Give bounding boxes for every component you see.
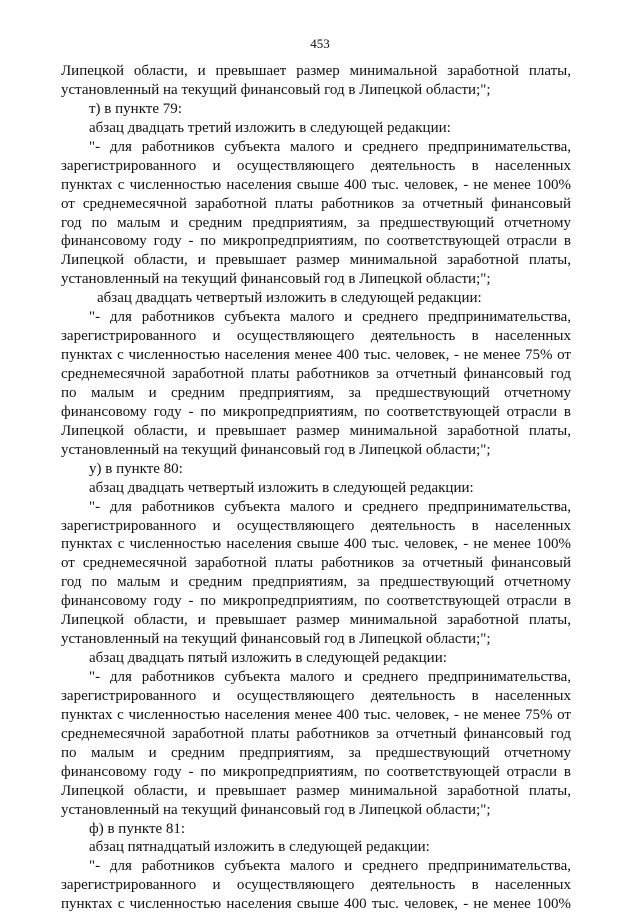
text-line: пунктах с численностью населения свыше 400 тыс. человек, - не менее 100%	[61, 896, 571, 913]
text-line: пунктах с численностью населения свыше 400 тыс. человек, - не менее 100%	[61, 536, 571, 553]
text-line: пунктах с численностью населения менее 400 тыс. человек, - не менее 75% от	[61, 347, 571, 364]
text-line: "- для работников субъекта малого и среднего предпринимательства,	[89, 309, 571, 326]
text-line: зарегистрированного и осуществляющего деятельность в населенных	[61, 517, 571, 534]
text-line: абзац двадцать четвертый изложить в следующей редакции:	[97, 290, 482, 307]
text-line: зарегистрированного и осуществляющего деятельность в населенных	[61, 157, 571, 174]
text-line: пунктах с численностью населения свыше 400 тыс. человек, - не менее 100%	[61, 176, 571, 193]
text-line: по малым и средним предприятиям, за предшествующий отчетному	[61, 744, 571, 761]
text-line: абзац пятнадцатый изложить в следующей редакции:	[89, 839, 430, 856]
text-line: финансовому году - по микропредприятиям, по соответствующей отрасли в	[61, 403, 571, 420]
text-line: зарегистрированного и осуществляющего деятельность в населенных	[61, 687, 571, 704]
text-line: финансовому году - по микропредприятиям, по соответствующей отрасли в	[61, 763, 571, 780]
text-line: Липецкой области, и превышает размер минимальной заработной платы,	[61, 422, 571, 439]
text-line: установленный на текущий финансовый год в Липецкой области;";	[61, 271, 491, 288]
text-line: Липецкой области, и превышает размер минимальной заработной платы,	[61, 252, 571, 269]
text-line: Липецкой области, и превышает размер минимальной заработной платы,	[61, 612, 571, 629]
page-number: 453	[310, 36, 330, 51]
text-line: абзац двадцать третий изложить в следующей редакции:	[89, 119, 451, 136]
text-line: "- для работников субъекта малого и среднего предпринимательства,	[89, 138, 571, 155]
text-line: "- для работников субъекта малого и среднего предпринимательства,	[89, 498, 571, 515]
text-line: установленный на текущий финансовый год в Липецкой области;";	[61, 81, 491, 98]
text-line: по малым и средним предприятиям, за предшествующий отчетному	[61, 384, 571, 401]
text-line: среднемесячной заработной платы работников за отчетный финансовый год	[61, 366, 571, 382]
text-line: от среднемесячной заработной платы работников за отчетный финансовый	[61, 555, 571, 572]
text-line: среднемесячной заработной платы работников за отчетный финансовый год	[61, 725, 571, 742]
text-line: год по малым и средним предприятиям, за предшествующий отчетному	[61, 574, 571, 591]
text-line: установленный на текущий финансовый год в Липецкой области;";	[61, 801, 491, 818]
text-line: финансовому году - по микропредприятиям, по соответствующей отрасли в	[61, 593, 571, 610]
text-line: финансовому году - по микропредприятиям, по соответствующей отрасли в	[61, 233, 571, 250]
text-line: Липецкой области, и превышает размер минимальной заработной платы,	[61, 63, 571, 79]
document-body	[61, 62, 571, 914]
text-line: абзац двадцать четвертый изложить в следующей редакции:	[89, 479, 474, 496]
text-line: "- для работников субъекта малого и среднего предпринимательства,	[89, 669, 571, 685]
text-line: Липецкой области, и превышает размер минимальной заработной платы,	[61, 782, 571, 799]
text-line: у) в пункте 80:	[89, 460, 183, 477]
text-line: зарегистрированного и осуществляющего деятельность в населенных	[61, 328, 571, 345]
text-line: пунктах с численностью населения менее 400 тыс. человек, - не менее 75% от	[61, 706, 571, 723]
text-line: установленный на текущий финансовый год в Липецкой области;";	[61, 631, 491, 648]
text-line: год по малым и средним предприятиям, за предшествующий отчетному	[61, 214, 571, 231]
text-line: установленный на текущий финансовый год в Липецкой области;";	[61, 441, 491, 458]
text-line: абзац двадцать пятый изложить в следующей редакции:	[89, 650, 447, 667]
text-line: "- для работников субъекта малого и среднего предпринимательства,	[89, 858, 571, 875]
text-line: зарегистрированного и осуществляющего деятельность в населенных	[61, 877, 571, 894]
text-line: ф) в пункте 81:	[89, 820, 186, 837]
text-line: т) в пункте 79:	[89, 100, 182, 117]
text-line: от среднемесячной заработной платы работников за отчетный финансовый	[61, 195, 571, 212]
